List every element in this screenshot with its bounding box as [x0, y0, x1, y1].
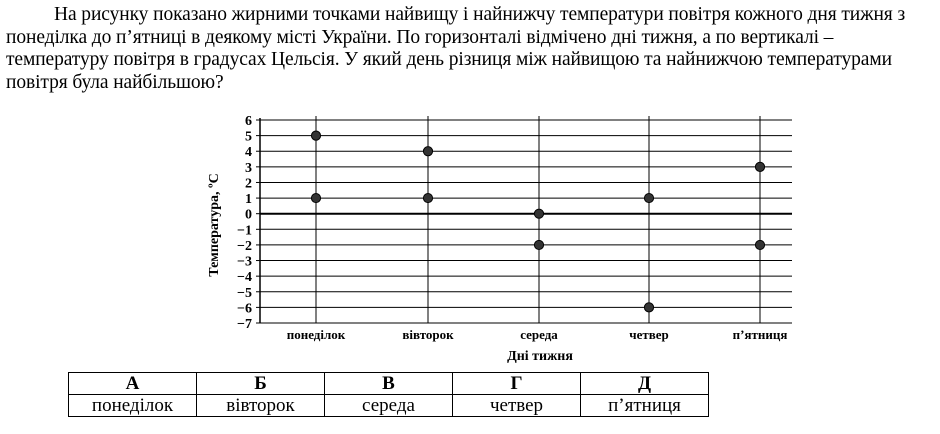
problem-text: На рисунку показано жирними точками найвищу і найнижчу температури повітря кожного дня тижня з понеділка до п’ятниці в деякому місті України. По горизонталі відмічено дні тижня, а по вертикалі – температуру повітря в градусах Цельсія. У який день різниця між найвищою та найнижчою температурами повітря була найбільшою? — [6, 4, 906, 93]
x-tick-labels — [287, 327, 788, 342]
x-axis-label: Дні тижня — [507, 349, 573, 364]
high-temp-point — [311, 131, 320, 140]
answer-letter: Б — [197, 373, 325, 395]
answer-option: середа — [325, 395, 453, 417]
x-tick-label: вівторок — [402, 327, 454, 342]
answer-options-row — [69, 395, 709, 417]
answer-letter: Г — [453, 373, 581, 395]
high-temp-point — [644, 193, 653, 202]
y-tick-label: −5 — [237, 285, 252, 301]
y-tick-label: 0 — [245, 207, 252, 223]
high-temp-point — [755, 162, 764, 171]
y-tick-label: −2 — [237, 238, 252, 254]
low-temp-point — [755, 240, 764, 249]
answer-option: вівторок — [197, 395, 325, 417]
x-tick-label: четвер — [629, 327, 669, 342]
y-tick-label: 3 — [245, 160, 252, 176]
y-tick-label: −7 — [237, 317, 252, 332]
answer-letter: А — [69, 373, 197, 395]
low-temp-point — [644, 303, 653, 312]
y-axis-label: Температура, ºC — [207, 173, 222, 277]
x-tick-label: понеділок — [286, 327, 346, 342]
y-tick-label: 5 — [245, 129, 252, 145]
data-points — [311, 131, 764, 312]
y-tick-label: −1 — [237, 223, 252, 239]
answer-letter: В — [325, 373, 453, 395]
y-tick-label: −6 — [237, 301, 252, 317]
y-tick-label: 1 — [245, 192, 252, 208]
y-tick-label: 6 — [245, 114, 252, 129]
grid — [256, 116, 792, 323]
y-tick-label: −4 — [237, 270, 252, 286]
y-tick-labels — [237, 114, 252, 332]
low-temp-point — [423, 193, 432, 202]
answer-letter: Д — [581, 373, 709, 395]
high-temp-point — [534, 209, 543, 218]
answer-letters-row — [69, 373, 709, 395]
x-tick-label: п’ятниця — [732, 327, 788, 342]
y-tick-label: 2 — [245, 176, 252, 192]
answer-option: четвер — [453, 395, 581, 417]
y-tick-label: 4 — [245, 145, 252, 161]
y-tick-label: −3 — [237, 254, 252, 270]
answer-options-table — [68, 372, 709, 417]
answer-option: п’ятниця — [581, 395, 709, 417]
low-temp-point — [534, 240, 543, 249]
x-tick-label: середа — [520, 327, 558, 342]
high-temp-point — [423, 147, 432, 156]
answer-option: понеділок — [69, 395, 197, 417]
low-temp-point — [311, 193, 320, 202]
